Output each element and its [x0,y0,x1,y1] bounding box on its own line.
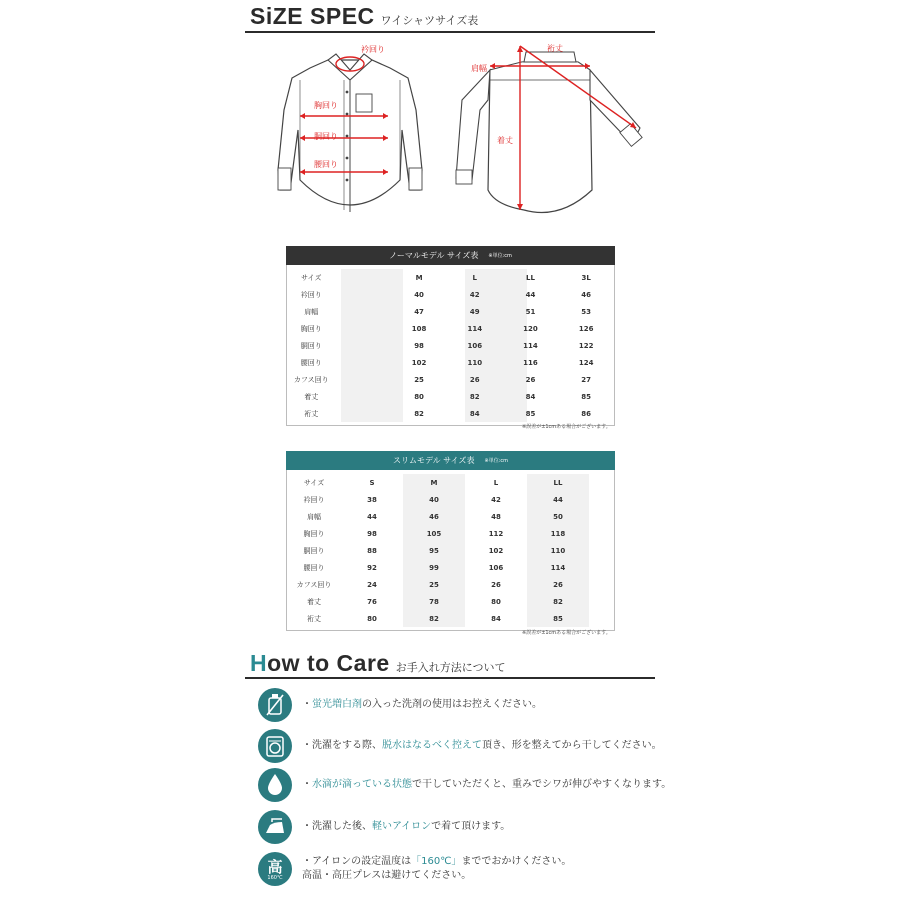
cell: 120 [523,324,538,333]
label-chest: 胸回り [314,101,338,110]
cell: 116 [523,358,538,367]
table-row [287,559,614,576]
row-label: 腰回り [300,358,322,367]
slim-table-body [286,470,615,631]
cell: 40 [414,290,424,299]
care-underline [245,677,655,679]
table-row [287,525,614,542]
washing-machine-icon [258,729,292,763]
cell: 53 [581,307,592,316]
row-label: 着丈 [307,597,321,606]
cell: 114 [550,563,566,572]
slim-table-unit: ※単位:cm [484,458,508,464]
slim-table-title: スリムモデル サイズ表 [392,456,475,465]
care-subtitle: お手入れ方法について [395,662,506,674]
table-row [287,576,614,593]
care-item-temp [258,852,571,886]
row-label: 衿回り [303,495,325,504]
shirt-front-diagram [270,40,430,215]
cell: 99 [429,563,439,572]
normal-table-title: ノーマルモデル サイズ表 [389,251,479,260]
cell: 85 [525,409,536,418]
care-text-drip: ・水滴が滴っている状態で干していただくと、重みでシワが伸びやすくなります。 [302,779,672,790]
label-shoulder: 肩幅 [471,64,487,73]
slim-table-note: ※誤差が±1cmある場合がございます。 [522,630,611,636]
cell: 48 [491,512,501,521]
cell: 26 [491,580,501,589]
cell: 44 [367,512,377,521]
size-spec-underline [245,31,655,33]
cell: 49 [469,307,480,316]
table-row [287,405,614,422]
cell: LL [553,478,563,487]
cell: 88 [367,546,377,555]
table-row [287,354,614,371]
cell: M [415,273,423,282]
cell: 82 [469,392,480,401]
row-label: 胴回り [303,546,325,555]
size-spec-subtitle: ワイシャツサイズ表 [380,15,479,27]
cell: 106 [488,563,504,572]
size-spec-header [250,3,478,30]
cell: 40 [429,495,439,504]
cell: 47 [414,307,424,316]
row-label: 胴回り [300,341,322,350]
label-length: 着丈 [497,136,513,145]
care-header [250,650,505,677]
no-bleach-icon [258,688,292,722]
table-row [287,491,614,508]
table-row [287,269,614,286]
slim-size-table [286,451,615,631]
cell: 38 [367,495,377,504]
table-row [287,474,614,491]
table-row [287,542,614,559]
cell: 105 [426,529,442,538]
water-drop-icon [258,768,292,802]
care-title-h: H [250,650,268,676]
cell: 44 [525,290,536,299]
size-spec-title: SiZE SPEC [250,3,375,29]
cell: 84 [525,392,536,401]
table-row [287,610,614,627]
cell: 114 [523,341,538,350]
table-row [287,320,614,337]
row-label: 胸回り [303,529,325,538]
cell: 114 [467,324,483,333]
cell: 51 [525,307,536,316]
cell: 26 [469,375,480,384]
cell: 3L [581,273,591,282]
cell: M [430,478,438,487]
cell: 82 [414,409,424,418]
care-item-bleach [258,688,542,722]
cell: 86 [581,409,592,418]
cell: 78 [429,597,439,606]
cell: 24 [367,580,377,589]
cell: 42 [469,290,480,299]
cell: 25 [414,375,424,384]
normal-table-header [286,246,615,265]
cell: 26 [553,580,563,589]
cell: 108 [411,324,427,333]
cell: 84 [491,614,501,623]
cell: 42 [491,495,501,504]
cell: 80 [414,392,424,401]
normal-size-table [286,246,615,426]
cell: 106 [467,341,483,350]
cell: 82 [553,597,563,606]
row-label: 着丈 [304,392,319,401]
care-item-drip [258,768,671,802]
row-label: サイズ [301,273,322,282]
cell: 124 [578,358,594,367]
row-label: 裄丈 [307,614,321,623]
cell: LL [526,273,535,282]
cell: 98 [367,529,377,538]
row-label: 衿回り [300,290,322,299]
care-item-iron [258,810,510,844]
cell: 80 [367,614,377,623]
row-label: 肩幅 [307,512,321,521]
row-label: サイズ [303,478,325,487]
care-text-temp: ・アイロンの設定温度は「160℃」まででおかけください。 高温・高圧プレスは避けてください。 [302,856,572,881]
row-label: カフス回り [293,375,329,384]
cell: 102 [411,358,427,367]
table-row [287,388,614,405]
cell: 112 [488,529,504,538]
cell: 110 [550,546,566,555]
row-label: 胸回り [300,324,322,333]
row-label: 腰回り [303,563,325,572]
cell: 122 [578,341,594,350]
row-label: 肩幅 [304,307,319,316]
normal-table-body [286,265,615,426]
table-row [287,286,614,303]
care-title-rest: ow to Care [267,650,390,676]
label-collar: 衿回り [361,45,385,54]
row-label: 裄丈 [304,409,319,418]
cell: S [369,478,375,487]
slim-table-header [286,451,615,470]
cell: 82 [429,614,439,623]
table-row [287,508,614,525]
care-text-bleach: ・蛍光増白剤の入った洗剤の使用はお控えください。 [302,699,542,710]
label-waist: 腰回り [314,160,338,169]
cell: 76 [367,597,377,606]
cell: 50 [553,512,563,521]
cell: 118 [550,529,566,538]
table-row [287,371,614,388]
cell: 84 [469,409,480,418]
care-text-spin: ・洗濯をする際、脱水はなるべく控えて頂き、形を整えてから干してください。 [302,740,662,751]
cell: 85 [581,392,592,401]
cell: 27 [581,375,592,384]
cell: 126 [578,324,594,333]
care-item-spin [258,729,662,763]
cell: 25 [429,580,439,589]
cell: 80 [491,597,501,606]
row-label: カフス回り [296,580,332,589]
cell: 26 [525,375,536,384]
care-text-iron: ・洗濯した後、軽いアイロンで着て頂けます。 [302,821,511,832]
table-row [287,593,614,610]
cell: 85 [553,614,563,623]
table-row [287,337,614,354]
cell: 102 [488,546,504,555]
normal-table-note: ※誤差が±1cmある場合がございます。 [522,424,611,430]
cell: 46 [581,290,592,299]
iron-icon [258,810,292,844]
cell: 95 [429,546,439,555]
high-temp-icon: 高 160℃ [258,852,292,886]
cell: 92 [367,563,377,572]
cell: L [493,478,499,487]
normal-table-unit: ※単位:cm [488,253,512,259]
cell: 46 [429,512,439,521]
cell: 98 [414,341,424,350]
label-torso: 胴回り [314,132,338,141]
cell: 110 [467,358,483,367]
cell: L [472,273,477,282]
label-sleeve: 裄丈 [547,44,563,53]
table-row [287,303,614,320]
cell: 44 [553,495,563,504]
